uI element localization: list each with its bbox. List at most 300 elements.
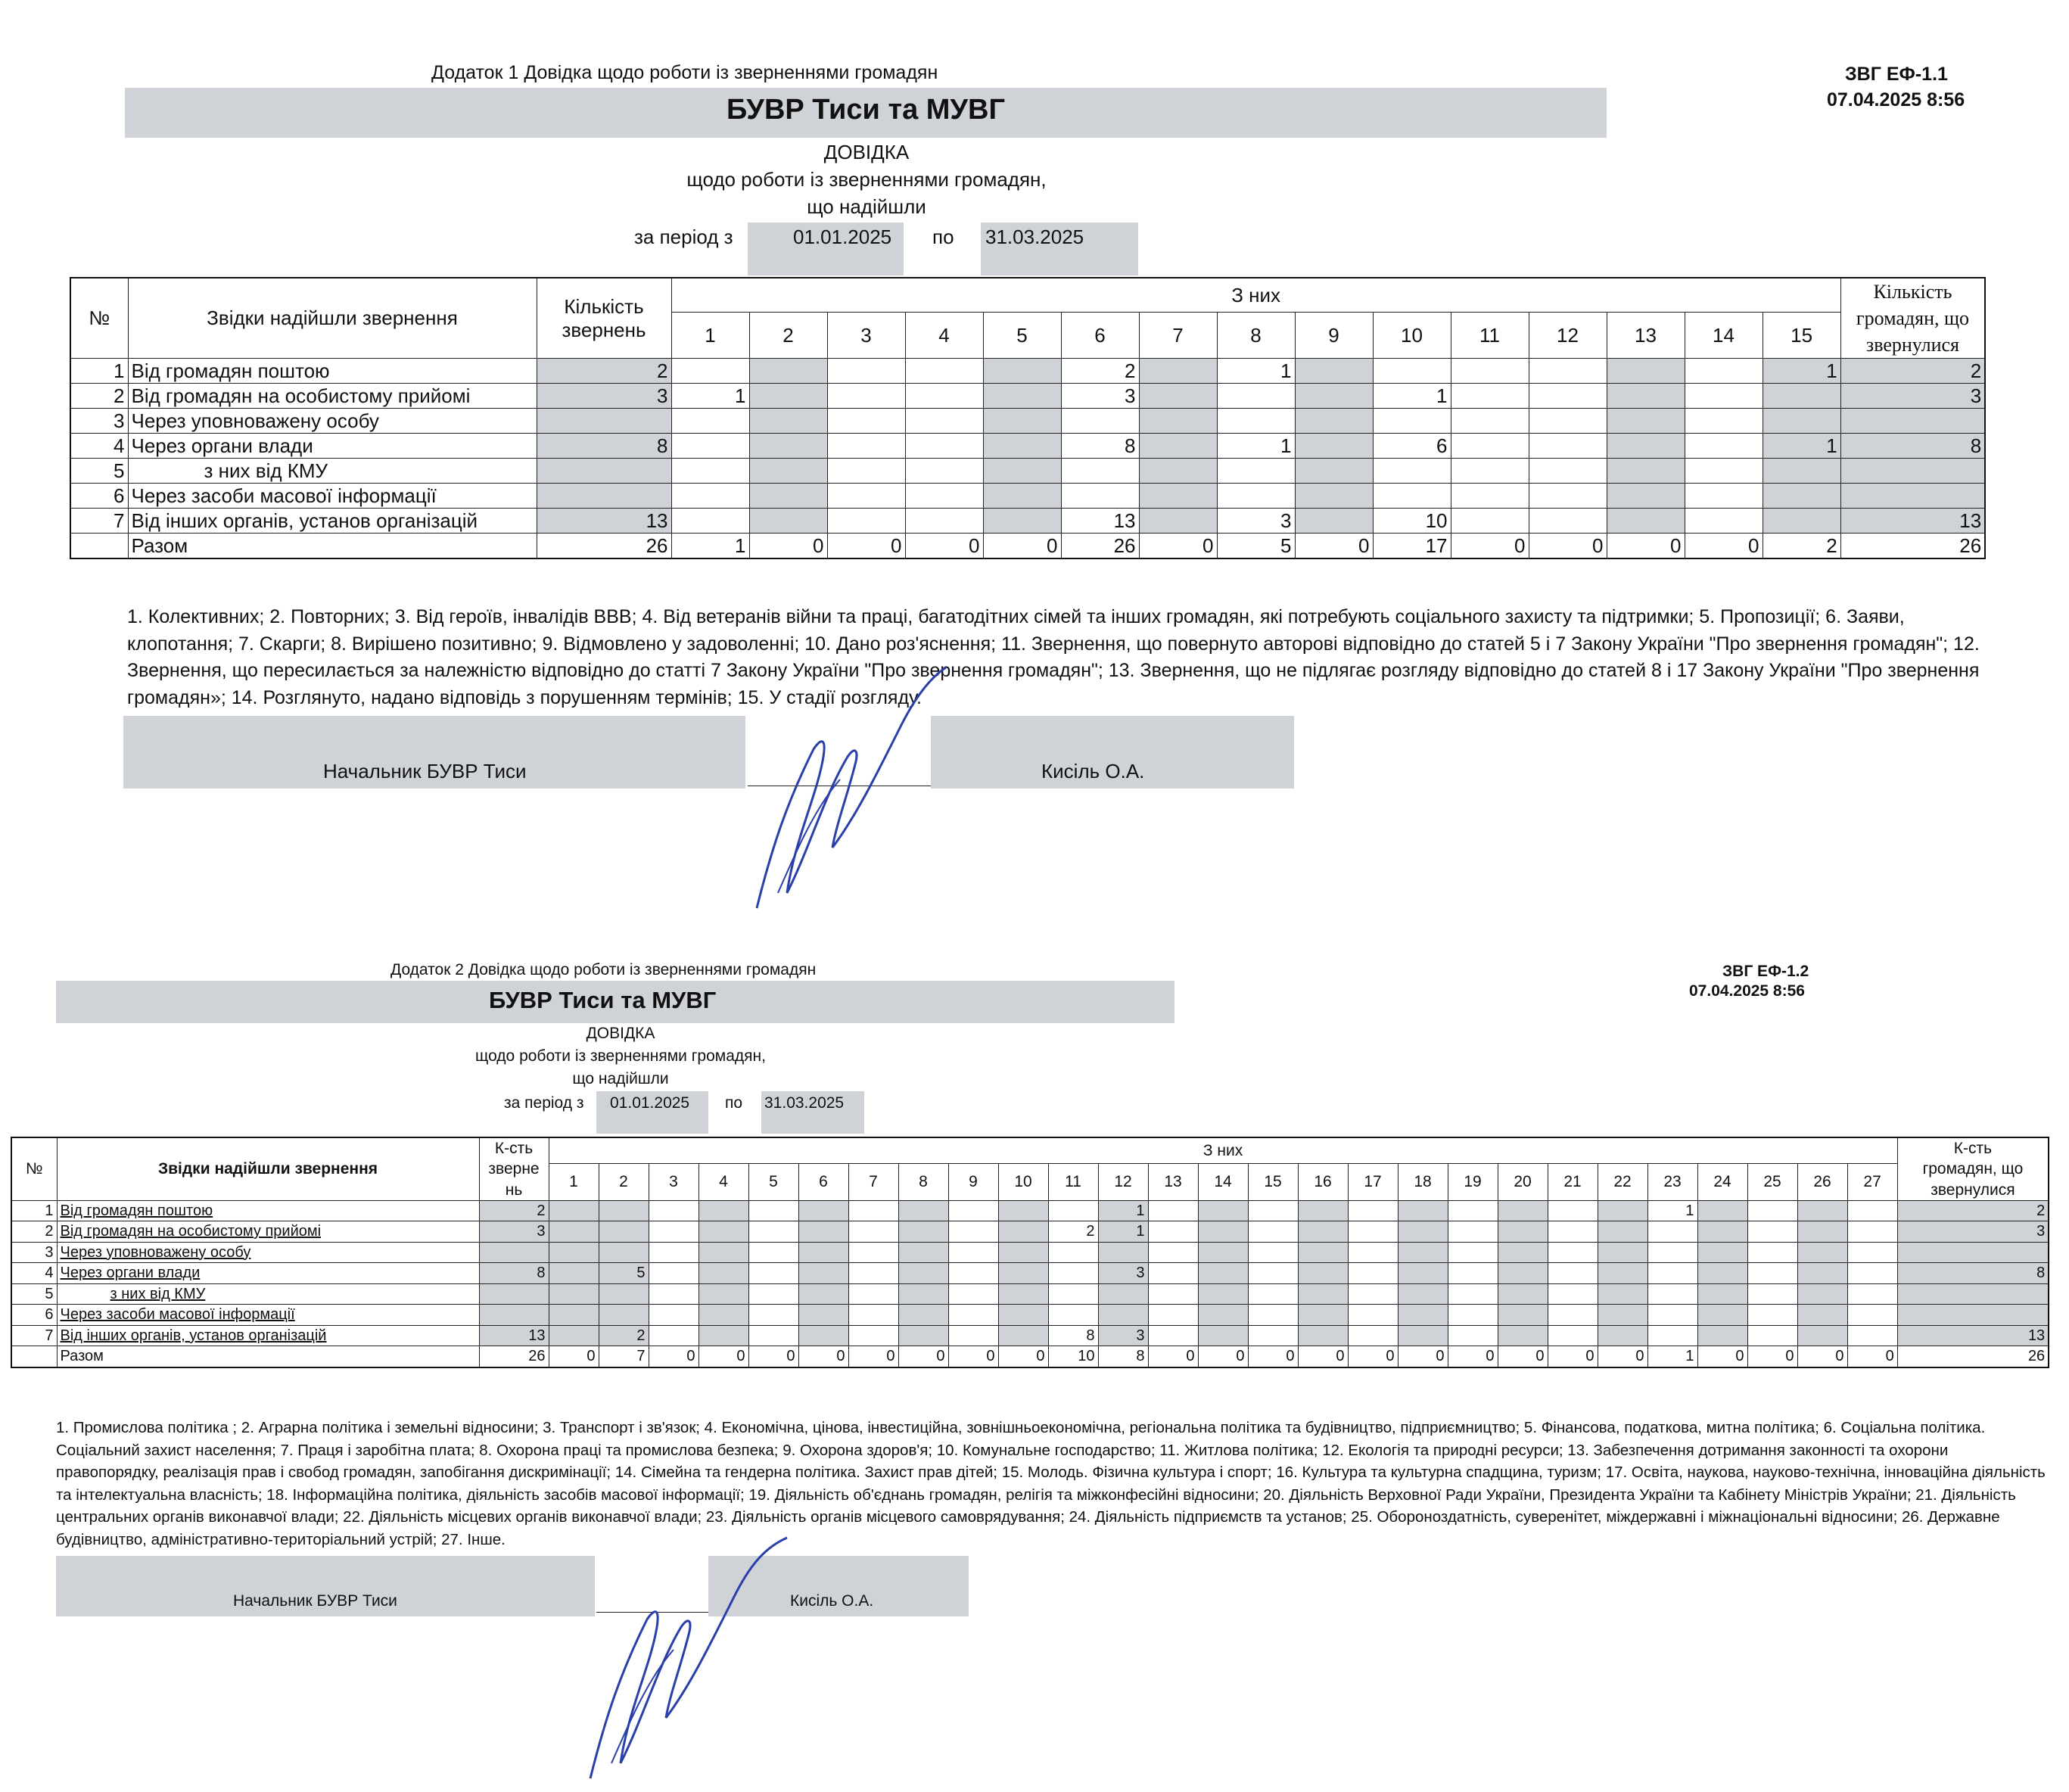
report1-row-label: Через органи влади bbox=[128, 434, 537, 459]
report2-row-cell bbox=[848, 1305, 898, 1326]
report1-row-cell bbox=[671, 409, 749, 434]
report2-row-cell bbox=[1747, 1325, 1797, 1346]
report1-row-cell bbox=[1451, 484, 1529, 509]
report2-header-source: Звідки надійшли звернення bbox=[57, 1137, 479, 1200]
report1-row-cell bbox=[1607, 509, 1685, 534]
report2-col-header: 27 bbox=[1847, 1164, 1897, 1201]
report2-table bbox=[11, 1137, 2049, 1368]
report1-header-count-line1: Кількість bbox=[564, 294, 644, 318]
report1-row-cell bbox=[671, 359, 749, 384]
report2-row-cell bbox=[1298, 1325, 1348, 1346]
report2-row-cell bbox=[1448, 1283, 1498, 1305]
report2-row-cell bbox=[698, 1242, 748, 1263]
report1-row-cell bbox=[1295, 384, 1373, 409]
report1-table bbox=[70, 277, 1986, 559]
report1-row-cell bbox=[1139, 384, 1217, 409]
report2-total-cell: 0 bbox=[898, 1346, 948, 1367]
report1-table-row bbox=[70, 384, 1985, 409]
report1-row-label: Від громадян на особистому прийомі bbox=[128, 384, 537, 409]
report1-row-cell bbox=[1529, 359, 1607, 384]
report2-total-cell: 0 bbox=[1248, 1346, 1298, 1367]
report2-col-header: 10 bbox=[998, 1164, 1048, 1201]
report1-doc-subtitle-2: що надійшли bbox=[807, 195, 926, 218]
report2-row-cell bbox=[798, 1221, 848, 1243]
report1-row-cell bbox=[1295, 459, 1373, 484]
report2-doc-title: ДОВІДКА bbox=[586, 1025, 655, 1042]
report2-col-header: 2 bbox=[599, 1164, 649, 1201]
report1-row-cell: 8 bbox=[1061, 434, 1139, 459]
report1-row-cell bbox=[1061, 484, 1139, 509]
report1-row-cell bbox=[1139, 359, 1217, 384]
report1-row-cell: 1 bbox=[1217, 359, 1295, 384]
report2-row-cell bbox=[1048, 1242, 1098, 1263]
report2-row-citizens: 8 bbox=[1897, 1263, 2049, 1284]
report2-col-header: 6 bbox=[798, 1164, 848, 1201]
report2-row-cell bbox=[798, 1200, 848, 1221]
report2-row-cell bbox=[1598, 1283, 1647, 1305]
report2-total-cell: 0 bbox=[1548, 1346, 1598, 1367]
report2-row-cell bbox=[1248, 1200, 1298, 1221]
report1-doc-subtitle-1: щодо роботи із зверненнями громадян, bbox=[686, 168, 1047, 191]
report1-row-cell bbox=[1217, 459, 1295, 484]
report1-row-cell bbox=[1295, 409, 1373, 434]
report2-row-cell bbox=[748, 1325, 798, 1346]
report2-annex-title: Додаток 2 Довідка щодо роботи із зверненнями громадян bbox=[390, 961, 817, 978]
report2-row-cell bbox=[898, 1200, 948, 1221]
report1-row-cell bbox=[1763, 484, 1840, 509]
report2-col-header: 23 bbox=[1647, 1164, 1697, 1201]
report2-row-cell bbox=[998, 1325, 1048, 1346]
report2-row-label: Від громадян на особистому прийомі bbox=[57, 1221, 479, 1243]
report2-row-cell bbox=[898, 1221, 948, 1243]
report1-row-cell bbox=[983, 459, 1061, 484]
report1-col-header: 1 bbox=[671, 313, 749, 359]
report1-row-cell: 1 bbox=[1373, 384, 1451, 409]
report1-row-cell bbox=[1451, 409, 1529, 434]
report1-row-cell bbox=[749, 434, 827, 459]
report2-row-cell bbox=[1598, 1305, 1647, 1326]
report2-row-cell bbox=[1298, 1305, 1348, 1326]
report2-total-cell: 10 bbox=[1048, 1346, 1098, 1367]
report2-row-cell bbox=[1548, 1305, 1598, 1326]
report2-row-cell bbox=[1847, 1242, 1897, 1263]
report2-row-cell bbox=[1298, 1242, 1348, 1263]
report2-col-header: 7 bbox=[848, 1164, 898, 1201]
report1-row-count bbox=[537, 484, 671, 509]
report2-row-count bbox=[479, 1305, 549, 1326]
report1-row-cell bbox=[905, 384, 983, 409]
report2-row-cell bbox=[1298, 1200, 1348, 1221]
report1-row-cell bbox=[827, 459, 905, 484]
report1-org: БУВР Тиси та МУВГ bbox=[726, 94, 1006, 126]
report2-row-cell bbox=[798, 1263, 848, 1284]
report2-row-cell bbox=[1647, 1263, 1697, 1284]
report2-row-cell bbox=[1847, 1305, 1897, 1326]
report1-row-no: 1 bbox=[70, 359, 128, 384]
report2-total-cell: 1 bbox=[1647, 1346, 1697, 1367]
report2-row-cell bbox=[1448, 1221, 1498, 1243]
report2-row-cell bbox=[1198, 1242, 1248, 1263]
report2-row-cell bbox=[1098, 1283, 1148, 1305]
report1-col-header: 7 bbox=[1139, 313, 1217, 359]
report1-col-header: 6 bbox=[1061, 313, 1139, 359]
report2-row-cell bbox=[698, 1305, 748, 1326]
report2-table-row bbox=[11, 1242, 2049, 1263]
report2-row-cell bbox=[1248, 1221, 1298, 1243]
report1-row-cell bbox=[1607, 384, 1685, 409]
report2-row-cell bbox=[1697, 1200, 1747, 1221]
report2-total-no bbox=[11, 1346, 57, 1367]
report2-row-cell bbox=[1148, 1242, 1198, 1263]
report1-row-cell bbox=[1685, 509, 1763, 534]
report1-row-cell bbox=[1529, 459, 1607, 484]
report2-row-cell bbox=[549, 1200, 599, 1221]
report2-row-cell bbox=[1398, 1305, 1448, 1326]
report1-total-cell: 0 bbox=[1139, 534, 1217, 559]
report2-row-cell bbox=[1198, 1221, 1248, 1243]
report2-total-cell: 0 bbox=[649, 1346, 698, 1367]
report2-row-cell bbox=[1697, 1283, 1747, 1305]
report1-doc-title: ДОВІДКА bbox=[823, 141, 910, 163]
report2-row-cell bbox=[748, 1305, 798, 1326]
report2-form-code: ЗВГ ЕФ-1.2 bbox=[1722, 963, 1809, 980]
report2-row-cell bbox=[649, 1242, 698, 1263]
report2-col-header: 11 bbox=[1048, 1164, 1098, 1201]
report2-row-cell bbox=[1198, 1200, 1248, 1221]
report2-row-citizens: 3 bbox=[1897, 1221, 2049, 1243]
report2-row-cell bbox=[798, 1283, 848, 1305]
report1-row-cell bbox=[983, 509, 1061, 534]
report2-row-cell bbox=[748, 1263, 798, 1284]
report2-total-cell: 0 bbox=[1448, 1346, 1498, 1367]
report1-header-citizens-line2: громадян, що bbox=[1856, 307, 1970, 330]
report1-row-citizens bbox=[1840, 484, 1985, 509]
report2-row-no: 1 bbox=[11, 1200, 57, 1221]
report2-row-cell bbox=[898, 1263, 948, 1284]
report1-row-citizens bbox=[1840, 409, 1985, 434]
report1-row-cell bbox=[1685, 359, 1763, 384]
report2-row-cell bbox=[1747, 1221, 1797, 1243]
report1-row-cell bbox=[1295, 509, 1373, 534]
report2-total-row bbox=[11, 1346, 2049, 1367]
report1-row-cell bbox=[1685, 434, 1763, 459]
report1-total-cell: 1 bbox=[671, 534, 749, 559]
report1-row-cell bbox=[1607, 484, 1685, 509]
report2-row-cell bbox=[1598, 1325, 1647, 1346]
report1-total-cell: 0 bbox=[749, 534, 827, 559]
report2-row-count: 2 bbox=[479, 1200, 549, 1221]
report1-row-cell bbox=[1451, 434, 1529, 459]
report1-row-cell bbox=[1217, 384, 1295, 409]
report2-col-header: 8 bbox=[898, 1164, 948, 1201]
report1-col-header: 10 bbox=[1373, 313, 1451, 359]
report2-col-header: 1 bbox=[549, 1164, 599, 1201]
report1-row-cell bbox=[827, 409, 905, 434]
report2-col-header: 4 bbox=[698, 1164, 748, 1201]
report2-row-cell bbox=[1248, 1305, 1298, 1326]
report2-total-cell: 0 bbox=[1847, 1346, 1897, 1367]
report2-header-count-line3: нь bbox=[505, 1181, 523, 1199]
report1-row-cell bbox=[1451, 384, 1529, 409]
report2-total-cell: 0 bbox=[748, 1346, 798, 1367]
report1-row-count: 8 bbox=[537, 434, 671, 459]
report2-row-cell bbox=[1198, 1263, 1248, 1284]
report1-row-cell bbox=[905, 409, 983, 434]
report2-doc-subtitle-1: щодо роботи із зверненнями громадян, bbox=[475, 1047, 766, 1065]
report2-col-header: 3 bbox=[649, 1164, 698, 1201]
report2-row-label: Від громадян поштою bbox=[57, 1200, 479, 1221]
report2-col-header: 18 bbox=[1398, 1164, 1448, 1201]
report2-col-header: 15 bbox=[1248, 1164, 1298, 1201]
report2-row-cell bbox=[1048, 1283, 1098, 1305]
report2-row-label: з них від КМУ bbox=[57, 1283, 479, 1305]
report1-row-cell bbox=[749, 359, 827, 384]
report2-row-cell bbox=[1548, 1283, 1598, 1305]
report1-row-cell bbox=[983, 384, 1061, 409]
report1-legend: 1. Колективних; 2. Повторних; 3. Від героїв, інвалідів ВВВ; 4. Від ветеранів війни та праці, багатодітних сімей та інших громадян, які потребують соціального захисту та підтримки; 5. Пропозиції; 6. Заяви, клопотання; 7. Скарги; 8. Вирішено позитивно; 9. Відмовлено у задоволенні; 10. Дано роз'яснення; 11. Звернення, що повернуто авторові відповідно до статей 5 і 7 Закону України "Про звернення громадян"; 12. Звернення, що пересилається за належністю відповідно до статті 7 Закону України "Про звернення громадян"; 13. Звернення, що не підлягає розгляду відповідно до статей 8 і 17 Закону України "Про звернення громадян»; 14. Розглянуто, надано відповідь з порушенням термінів; 15. У стадії розгляду. bbox=[127, 606, 1980, 708]
report1-row-cell bbox=[1763, 409, 1840, 434]
report1-table-row bbox=[70, 359, 1985, 384]
report2-row-cell bbox=[998, 1305, 1048, 1326]
report1-row-cell bbox=[1373, 359, 1451, 384]
report2-total-cell: 0 bbox=[1348, 1346, 1398, 1367]
report1-header-citizens-line1: Кількість bbox=[1873, 281, 1952, 303]
report1-total-cell: 0 bbox=[1529, 534, 1607, 559]
report2-col-header: 24 bbox=[1697, 1164, 1747, 1201]
report1-row-cell bbox=[905, 509, 983, 534]
report2-row-cell bbox=[1598, 1263, 1647, 1284]
report2-row-count bbox=[479, 1283, 549, 1305]
report1-total-cell: 0 bbox=[1685, 534, 1763, 559]
report1-row-cell bbox=[1529, 384, 1607, 409]
report2-row-cell bbox=[1498, 1200, 1548, 1221]
report1-row-cell bbox=[671, 434, 749, 459]
report2-row-cell bbox=[1697, 1242, 1747, 1263]
report1-total-cell: 17 bbox=[1373, 534, 1451, 559]
report1-row-cell: 2 bbox=[1061, 359, 1139, 384]
report2-row-cell bbox=[1548, 1200, 1598, 1221]
report2-row-cell bbox=[649, 1325, 698, 1346]
report1-total-count: 26 bbox=[537, 534, 671, 559]
report1-row-label: Через засоби масової інформації bbox=[128, 484, 537, 509]
report2-row-cell bbox=[1498, 1221, 1548, 1243]
report2-total-citizens: 26 bbox=[1897, 1346, 2049, 1367]
report2-total-cell: 0 bbox=[1598, 1346, 1647, 1367]
report1-row-cell bbox=[1763, 459, 1840, 484]
report2-row-cell bbox=[1747, 1242, 1797, 1263]
report2-row-cell bbox=[1348, 1242, 1398, 1263]
report2-col-header: 16 bbox=[1298, 1164, 1348, 1201]
report2-row-cell bbox=[599, 1200, 649, 1221]
report1-row-cell bbox=[749, 459, 827, 484]
report2-row-citizens bbox=[1897, 1242, 2049, 1263]
report2-total-cell: 0 bbox=[998, 1346, 1048, 1367]
report1-total-cell: 26 bbox=[1061, 534, 1139, 559]
report1-col-header: 15 bbox=[1763, 313, 1840, 359]
report1-row-cell: 1 bbox=[671, 384, 749, 409]
report2-row-cell bbox=[1697, 1325, 1747, 1346]
report1-row-cell bbox=[983, 434, 1061, 459]
report2-signer-position: Начальник БУВР Тиси bbox=[233, 1592, 397, 1610]
report1-row-no: 2 bbox=[70, 384, 128, 409]
report2-row-cell bbox=[948, 1263, 998, 1284]
report2-row-cell bbox=[948, 1305, 998, 1326]
report2-row-cell: 2 bbox=[1048, 1221, 1098, 1243]
report2-row-count bbox=[479, 1242, 549, 1263]
report2-row-cell bbox=[549, 1263, 599, 1284]
report1-row-citizens: 3 bbox=[1840, 384, 1985, 409]
report2-header-citizens-line3: звернулися bbox=[1931, 1181, 2015, 1199]
report2-row-cell bbox=[1498, 1325, 1548, 1346]
report2-row-cell bbox=[1647, 1283, 1697, 1305]
report2-header-of-them: З них bbox=[549, 1137, 1897, 1164]
report2-row-cell bbox=[549, 1242, 599, 1263]
report1-row-cell bbox=[671, 484, 749, 509]
report2-row-cell bbox=[649, 1263, 698, 1284]
report1-row-no: 3 bbox=[70, 409, 128, 434]
report2-row-cell bbox=[1048, 1263, 1098, 1284]
report2-row-cell bbox=[1498, 1305, 1548, 1326]
report2-row-cell bbox=[748, 1242, 798, 1263]
report1-row-cell bbox=[1295, 434, 1373, 459]
report2-table-row bbox=[11, 1200, 2049, 1221]
report1-row-cell bbox=[749, 409, 827, 434]
report2-row-cell bbox=[1747, 1305, 1797, 1326]
report1-datetime: 07.04.2025 8:56 bbox=[1827, 89, 1965, 110]
report2-header-count-line2: зверне bbox=[488, 1160, 540, 1178]
report2-row-cell bbox=[1598, 1200, 1647, 1221]
report2-total-cell: 0 bbox=[848, 1346, 898, 1367]
report1-total-row bbox=[70, 534, 1985, 559]
report1-period-to: 31.03.2025 bbox=[985, 226, 1084, 248]
report1-header-citizens bbox=[1840, 278, 1985, 359]
report2-total-cell: 0 bbox=[1697, 1346, 1747, 1367]
report2-row-cell bbox=[1098, 1305, 1148, 1326]
report1-total-cell: 0 bbox=[1295, 534, 1373, 559]
report1-row-cell bbox=[1607, 459, 1685, 484]
report2-doc-subtitle-2: що надійшли bbox=[572, 1070, 669, 1087]
report2-row-cell bbox=[898, 1325, 948, 1346]
report2-total-cell: 0 bbox=[1747, 1346, 1797, 1367]
report2-period-to: 31.03.2025 bbox=[764, 1094, 845, 1112]
report2-row-cell bbox=[748, 1283, 798, 1305]
report2-row-cell: 3 bbox=[1098, 1263, 1148, 1284]
report2-table-row bbox=[11, 1283, 2049, 1305]
report2-row-cell bbox=[1697, 1263, 1747, 1284]
report2-row-cell bbox=[998, 1200, 1048, 1221]
report1-row-no: 5 bbox=[70, 459, 128, 484]
report2-table-row bbox=[11, 1263, 2049, 1284]
report1-total-cell: 2 bbox=[1763, 534, 1840, 559]
report1-row-cell bbox=[1685, 484, 1763, 509]
report1-row-cell bbox=[749, 384, 827, 409]
report1-col-header: 13 bbox=[1607, 313, 1685, 359]
report2-total-cell: 0 bbox=[1398, 1346, 1448, 1367]
report2-row-label: Через уповноважену особу bbox=[57, 1242, 479, 1263]
report2-total-cell: 7 bbox=[599, 1346, 649, 1367]
report1-row-cell bbox=[1763, 509, 1840, 534]
report1-row-cell bbox=[1451, 509, 1529, 534]
report2-row-cell bbox=[549, 1305, 599, 1326]
report2-row-cell bbox=[1048, 1200, 1098, 1221]
report1-row-cell bbox=[1451, 459, 1529, 484]
report2-row-no: 2 bbox=[11, 1221, 57, 1243]
report2-row-cell bbox=[1348, 1200, 1398, 1221]
report1-row-cell bbox=[1139, 434, 1217, 459]
report1-row-cell bbox=[1607, 434, 1685, 459]
report1-row-cell: 10 bbox=[1373, 509, 1451, 534]
report2-row-cell bbox=[1647, 1221, 1697, 1243]
report1-row-citizens: 2 bbox=[1840, 359, 1985, 384]
report1-total-cell: 0 bbox=[827, 534, 905, 559]
report2-row-citizens: 2 bbox=[1897, 1200, 2049, 1221]
report2-row-cell bbox=[1797, 1325, 1847, 1346]
report1-col-header: 4 bbox=[905, 313, 983, 359]
report2-row-cell bbox=[1298, 1221, 1348, 1243]
report2-row-count: 3 bbox=[479, 1221, 549, 1243]
report2-row-cell bbox=[1747, 1283, 1797, 1305]
report2-row-cell bbox=[1248, 1325, 1298, 1346]
report2-total-cell: 0 bbox=[698, 1346, 748, 1367]
report1-row-cell: 13 bbox=[1061, 509, 1139, 534]
report1-row-citizens: 13 bbox=[1840, 509, 1985, 534]
report2-total-cell: 8 bbox=[1098, 1346, 1148, 1367]
report2-col-header: 17 bbox=[1348, 1164, 1398, 1201]
report2-row-cell bbox=[1398, 1221, 1448, 1243]
report1-row-count bbox=[537, 409, 671, 434]
report1-row-cell bbox=[1529, 434, 1607, 459]
report1-row-cell bbox=[1217, 484, 1295, 509]
report2-row-cell bbox=[1148, 1221, 1198, 1243]
report2-row-cell bbox=[748, 1200, 798, 1221]
report2-row-cell bbox=[698, 1283, 748, 1305]
report2-row-cell bbox=[848, 1242, 898, 1263]
report1-row-cell bbox=[1685, 384, 1763, 409]
report1-row-cell bbox=[983, 484, 1061, 509]
report2-col-header: 19 bbox=[1448, 1164, 1498, 1201]
report2-col-header: 5 bbox=[748, 1164, 798, 1201]
report1-row-count: 2 bbox=[537, 359, 671, 384]
report1-row-cell bbox=[1763, 384, 1840, 409]
report2-row-cell bbox=[1797, 1200, 1847, 1221]
report2-row-cell bbox=[898, 1305, 948, 1326]
report2-period-from: 01.01.2025 bbox=[610, 1094, 690, 1112]
report1-row-cell bbox=[905, 459, 983, 484]
report1-header-citizens-line3: звернулися bbox=[1865, 334, 1960, 356]
report2-row-cell bbox=[1148, 1305, 1198, 1326]
report2-row-cell bbox=[798, 1305, 848, 1326]
report2-total-cell: 0 bbox=[798, 1346, 848, 1367]
report1-row-cell bbox=[1451, 359, 1529, 384]
report2-row-cell bbox=[1797, 1305, 1847, 1326]
report1-row-cell bbox=[1373, 409, 1451, 434]
report1-total-cell: 0 bbox=[905, 534, 983, 559]
report2-row-cell bbox=[1548, 1325, 1598, 1346]
report2-row-cell bbox=[1498, 1263, 1548, 1284]
report1-row-no: 4 bbox=[70, 434, 128, 459]
report1-total-cell: 0 bbox=[983, 534, 1061, 559]
report2-row-cell bbox=[1697, 1305, 1747, 1326]
report2-total-cell: 0 bbox=[549, 1346, 599, 1367]
report1-row-cell bbox=[827, 384, 905, 409]
report2-row-cell bbox=[1797, 1283, 1847, 1305]
report2-col-header: 25 bbox=[1747, 1164, 1797, 1201]
report2-total-label: Разом bbox=[57, 1346, 479, 1367]
report1-row-cell bbox=[749, 509, 827, 534]
report2-row-cell bbox=[1548, 1242, 1598, 1263]
report2-row-cell bbox=[1348, 1325, 1398, 1346]
report1-col-header: 12 bbox=[1529, 313, 1607, 359]
